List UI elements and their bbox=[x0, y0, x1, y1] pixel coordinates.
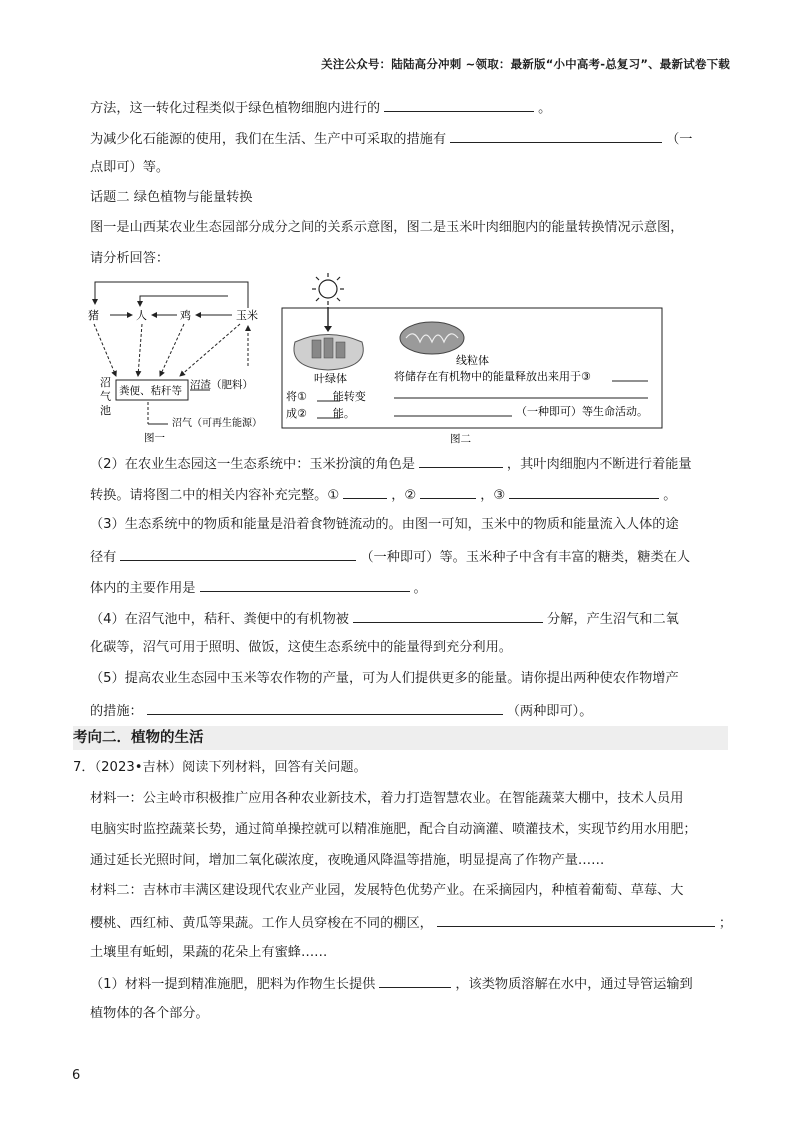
figure-two-diagram bbox=[280, 272, 670, 448]
mitochondrion-image bbox=[400, 322, 464, 354]
fig2-caption: 图二 bbox=[450, 433, 471, 445]
section-heading: 考向二．植物的生活 bbox=[73, 726, 728, 750]
chloroplast-image bbox=[294, 335, 363, 371]
fig1-chicken: 鸡 bbox=[180, 309, 191, 322]
topic-heading: 话题二 绿色植物与能量转换 bbox=[90, 190, 253, 205]
text-line: 植物体的各个部分。 bbox=[90, 1006, 209, 1021]
answer-blank[interactable] bbox=[343, 484, 387, 499]
page-number: 6 bbox=[72, 1068, 81, 1083]
answer-blank[interactable] bbox=[147, 700, 503, 715]
text-line: 径有 （一种即可）等。玉米种子中含有丰富的糖类，糖类在人 bbox=[90, 546, 690, 568]
text-line: 体内的主要作用是 。 bbox=[90, 577, 427, 599]
fig2-mito-text-1: 将储存在有机物中的能量释放出来用于③ bbox=[394, 370, 591, 383]
fig1-biogas: 沼气（可再生能源） bbox=[172, 418, 262, 429]
text-line: （5）提高农业生态园中玉米等农作物的产量，可为人们提供更多的能量。请你提出两种使农作物增产 bbox=[90, 671, 679, 686]
text-line: 樱桃、西红柿、黄瓜等果蔬。工作人员穿梭在不同的棚区， ； bbox=[90, 912, 732, 934]
fig2-mito-label: 线粒体 bbox=[456, 354, 489, 367]
figure-one-diagram bbox=[80, 276, 280, 446]
fig1-pig: 猪 bbox=[88, 309, 99, 322]
text-line: 图一是山西某农业生态园部分成分之间的关系示意图，图二是玉米叶肉细胞内的能量转换情况示意图， bbox=[90, 220, 684, 235]
text-line: 土壤里有蚯蚓，果蔬的花朵上有蜜蜂…… bbox=[90, 945, 328, 960]
answer-blank[interactable] bbox=[379, 973, 451, 988]
text-line: 的措施： （两种即可）。 bbox=[90, 700, 592, 722]
fig2-chloro-text-1: 将① 能转变 bbox=[286, 390, 366, 403]
text-line: 点即可）等。 bbox=[90, 160, 170, 175]
fig1-pool-3: 池 bbox=[100, 404, 111, 417]
text-line: （1）材料一提到精准施肥，肥料为作物生长提供 ，该类物质溶解在水中，通过导管运输到 bbox=[90, 973, 693, 995]
fig1-box-label: 粪便、秸秆等 bbox=[119, 385, 182, 397]
fig1-corn: 玉米 bbox=[236, 309, 258, 322]
answer-blank[interactable] bbox=[420, 484, 476, 499]
fig1-pool-2: 气 bbox=[100, 390, 111, 403]
page-header: 关注公众号：陆陆高分冲刺 ~领取：最新版“小中高考-总复习”、最新试卷下载 bbox=[321, 57, 730, 71]
fig2-mito-text-2: （一种即可）等生命活动。 bbox=[516, 405, 648, 418]
fig1-caption: 图一 bbox=[144, 432, 165, 444]
text-line: （4）在沼气池中，秸秆、粪便中的有机物被 分解，产生沼气和二氧 bbox=[90, 608, 679, 630]
answer-blank[interactable] bbox=[450, 128, 662, 143]
answer-blank[interactable] bbox=[200, 577, 410, 592]
answer-blank[interactable] bbox=[120, 546, 356, 561]
text-line: 请分析回答： bbox=[90, 251, 170, 266]
fig1-residue: 沼渣（肥料） bbox=[190, 379, 253, 391]
answer-blank[interactable] bbox=[509, 484, 659, 499]
fig1-person: 人 bbox=[136, 309, 147, 322]
text-line: （2）在农业生态园这一生态系统中：玉米扮演的角色是 ，其叶肉细胞内不断进行着能量 bbox=[90, 453, 692, 475]
answer-blank[interactable] bbox=[353, 608, 543, 623]
fig2-chloro-text-2: 成② 能。 bbox=[286, 407, 355, 420]
text-line: （3）生态系统中的物质和能量是沿着食物链流动的。由图一可知，玉米中的物质和能量流入人体的途 bbox=[90, 517, 679, 532]
fig2-chloro-label: 叶绿体 bbox=[314, 372, 347, 385]
text-line: 材料一：公主岭市积极推广应用各种农业新技术，着力打造智慧农业。在智能蔬菜大棚中，技术人员用 bbox=[90, 791, 684, 806]
text-line: 化碳等，沼气可用于照明、做饭，这使生态系统中的能量得到充分利用。 bbox=[90, 640, 512, 655]
answer-blank[interactable] bbox=[437, 912, 715, 927]
text-line: 转换。请将图二中的相关内容补充完整。① ，② ，③ 。 bbox=[90, 484, 676, 506]
sun-icon bbox=[312, 273, 344, 305]
text-line: 为减少化石能源的使用，我们在生活、生产中可采取的措施有 （一 bbox=[90, 128, 692, 150]
answer-blank[interactable] bbox=[384, 97, 534, 112]
text-line: 电脑实时监控蔬菜长势，通过简单操控就可以精准施肥，配合自动滴灌、喷灌技术，实现节约用水用肥； bbox=[90, 822, 697, 837]
text-line: 通过延长光照时间，增加二氧化碳浓度，夜晚通风降温等措施，明显提高了作物产量…… bbox=[90, 853, 605, 868]
answer-blank[interactable] bbox=[419, 453, 503, 468]
text-line: 材料二：吉林市丰满区建设现代农业产业园，发展特色优势产业。在采摘园内，种植着葡萄、草莓、大 bbox=[90, 883, 684, 898]
text-line: 方法，这一转化过程类似于绿色植物细胞内进行的 。 bbox=[90, 97, 551, 119]
fig1-pool-1: 沼 bbox=[100, 376, 111, 389]
question-title: 7．（2023•吉林）阅读下列材料，回答有关问题。 bbox=[73, 760, 367, 775]
